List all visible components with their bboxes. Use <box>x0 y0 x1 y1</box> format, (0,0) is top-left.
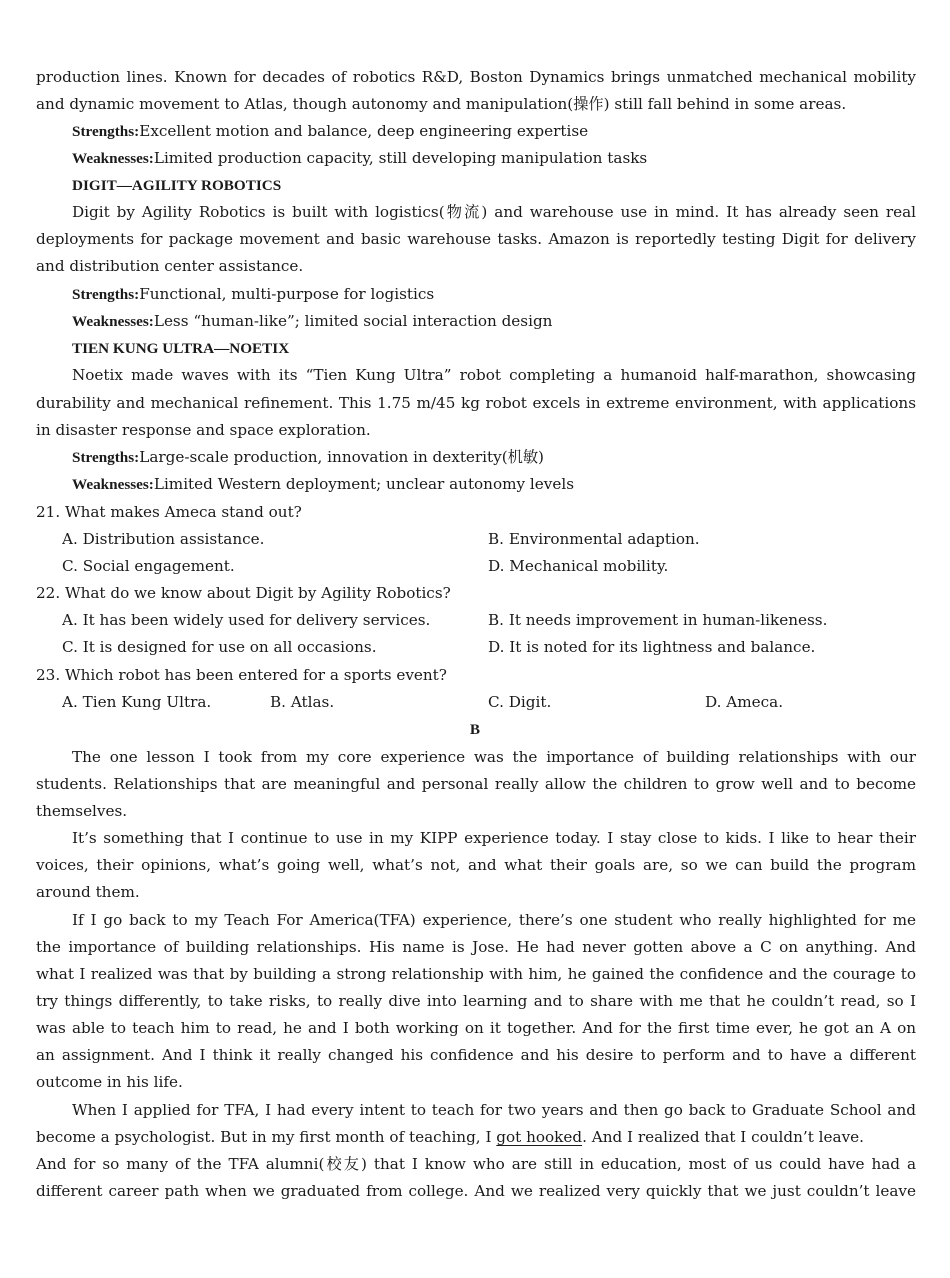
text-line: Noetix made waves with its “Tien Kung Ultra” robot completing a humanoid half-marathon, showcasing <box>72 366 916 384</box>
digit-strengths <box>72 281 916 308</box>
strengths-label: Strengths: <box>72 286 140 303</box>
text-line: If I go back to my Teach For America(TFA) experience, there’s one student who really highlighted for me <box>72 911 916 929</box>
option-21-d[interactable]: D. Mechanical mobility. <box>488 557 669 575</box>
question-21: 21. What makes Ameca stand out? <box>36 503 302 521</box>
section-label-b: B <box>469 721 481 738</box>
text-line: The one lesson I took from my core experience was the importance of building relationships with our <box>72 748 916 766</box>
text-line: around them. <box>36 883 140 901</box>
weaknesses-label: Weaknesses: <box>72 476 154 493</box>
tien-strengths <box>72 444 916 471</box>
atlas-weaknesses <box>72 145 916 172</box>
weaknesses-text: Less “human-like”; limited social interaction design <box>153 312 553 330</box>
text-line: Digit by Agility Robotics is built with logistics(物流) and warehouse use in mind. It has already seen real <box>72 203 916 221</box>
text-line: themselves. <box>36 802 128 820</box>
option-22-a[interactable]: A. It has been widely used for delivery services. <box>62 611 431 629</box>
weaknesses-text: Limited production capacity, still developing manipulation tasks <box>153 149 648 167</box>
text-line: outcome in his life. <box>36 1073 183 1091</box>
text-line: production lines. Known for decades of robotics R&D, Boston Dynamics brings unmatched mechanical mobility <box>36 68 916 86</box>
text-line: voices, their opinions, what’s going well, what’s not, and what their goals are, so we can build the program <box>36 856 916 874</box>
option-21-b[interactable]: B. Environmental adaption. <box>488 530 700 548</box>
text-line: And for so many of the TFA alumni(校友) that I know who are still in education, most of us could have had a <box>36 1155 916 1173</box>
option-23-a[interactable]: A. Tien Kung Ultra. <box>62 693 212 711</box>
text-line: was able to teach him to read, he and I both working on it together. And for the first time ever, he got an A on <box>36 1019 916 1037</box>
text-line: and dynamic movement to Atlas, though autonomy and manipulation(操作) still fall behind in some areas. <box>36 95 847 113</box>
option-23-c[interactable]: C. Digit. <box>488 693 552 711</box>
question-23: 23. Which robot has been entered for a sports event? <box>36 666 447 684</box>
text-line: in disaster response and space exploration. <box>36 421 371 439</box>
option-21-a[interactable]: A. Distribution assistance. <box>62 530 265 548</box>
section-heading-digit: DIGIT—AGILITY ROBOTICS <box>72 177 282 194</box>
text-line: durability and mechanical refinement. This 1.75 m/45 kg robot excels in extreme environment, with applications <box>36 394 916 412</box>
option-22-d[interactable]: D. It is noted for its lightness and balance. <box>488 638 816 656</box>
option-23-b[interactable]: B. Atlas. <box>270 693 335 711</box>
text-line: and distribution center assistance. <box>36 257 304 275</box>
option-22-c[interactable]: C. It is designed for use on all occasions. <box>62 638 377 656</box>
strengths-label: Strengths: <box>72 123 140 140</box>
text-line: deployments for package movement and basic warehouse tasks. Amazon is reportedly testing Digit for delivery <box>36 230 916 248</box>
weaknesses-label: Weaknesses: <box>72 150 154 167</box>
digit-weaknesses <box>72 308 916 335</box>
text-line: the importance of building relationships. His name is Jose. He had never gotten above a C on anything. And <box>36 938 916 956</box>
text-line: what I realized was that by building a strong relationship with him, he gained the confidence and the courage to <box>36 965 916 983</box>
option-23-d[interactable]: D. Ameca. <box>705 693 784 711</box>
underlined-phrase: got hooked <box>496 1128 583 1146</box>
option-22-b[interactable]: B. It needs improvement in human-likeness. <box>488 611 828 629</box>
strengths-text: Large-scale production, innovation in dexterity(机敏) <box>139 448 544 466</box>
text-line: an assignment. And I think it really changed his confidence and his desire to perform and to have a different <box>36 1046 916 1064</box>
section-heading-tien-kung: TIEN KUNG ULTRA—NOETIX <box>72 340 290 357</box>
text-fragment: become a psychologist. But in my first month of teaching, I <box>36 1128 497 1146</box>
strengths-label: Strengths: <box>72 449 140 466</box>
text-line: different career path when we graduated from college. And we realized very quickly that we just couldn’t leave <box>36 1182 916 1200</box>
text-line: When I applied for TFA, I had every intent to teach for two years and then go back to Graduate School and <box>72 1101 916 1119</box>
atlas-strengths <box>72 118 916 145</box>
text-line: It’s something that I continue to use in my KIPP experience today. I stay close to kids. I like to hear their <box>72 829 916 847</box>
strengths-text: Functional, multi-purpose for logistics <box>139 285 435 303</box>
strengths-text: Excellent motion and balance, deep engineering expertise <box>139 122 589 140</box>
text-fragment: . And I realized that I couldn’t leave. <box>582 1128 864 1146</box>
text-line-underlined <box>36 1124 916 1151</box>
weaknesses-label: Weaknesses: <box>72 313 154 330</box>
text-line: students. Relationships that are meaningful and personal really allow the children to grow well and to become <box>36 775 916 793</box>
weaknesses-text: Limited Western deployment; unclear autonomy levels <box>153 475 574 493</box>
option-21-c[interactable]: C. Social engagement. <box>62 557 235 575</box>
tien-weaknesses <box>72 471 916 498</box>
text-line: try things differently, to take risks, to really dive into learning and to share with me that he couldn’t read, so I <box>36 992 916 1010</box>
question-22: 22. What do we know about Digit by Agility Robotics? <box>36 584 451 602</box>
